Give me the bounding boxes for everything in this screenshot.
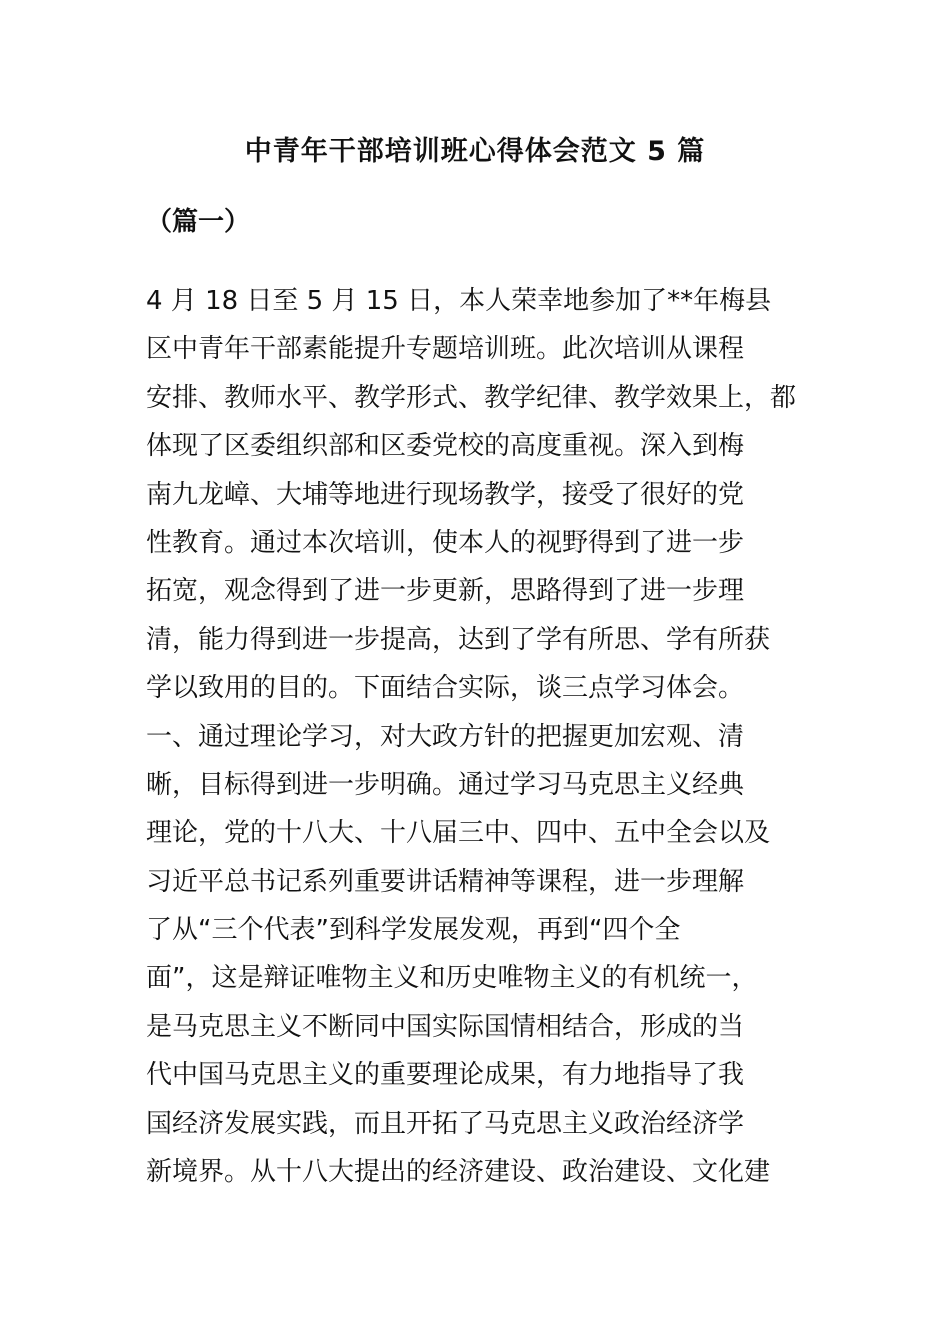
body-line: 代中国马克思主义的重要理论成果，有力地指导了我 [146,1060,745,1091]
body-line: 面”，这是辩证唯物主义和历史唯物主义的有机统一， [146,963,758,994]
body-line: 一、通过理论学习，对大政方针的把握更加宏观、清 [146,721,745,752]
body-line: 是马克思主义不断同中国实际国情相结合，形成的当 [146,1011,745,1042]
body-line: 了从“三个代表”到科学发展发观，再到“四个全 [146,915,681,946]
body-text [146,277,810,1196]
section-label: （篇一） [146,207,251,237]
document-title: 中青年干部培训班心得体会范文 5 篇 [244,136,706,167]
body-line: 拓宽，观念得到了进一步更新，思路得到了进一步理 [146,576,745,607]
body-line: 体现了区委组织部和区委党校的高度重视。深入到梅 [146,431,745,462]
body-line: 性教育。通过本次培训，使本人的视野得到了进一步 [146,527,745,558]
body-line: 理论，党的十八大、十八届三中、四中、五中全会以及 [146,818,771,849]
body-line: 新境界。从十八大提出的经济建设、政治建设、文化建 [146,1157,771,1188]
body-line: 学以致用的目的。下面结合实际，谈三点学习体会。 [146,673,745,704]
body-line: 安排、教师水平、教学形式、教学纪律、教学效果上，都 [146,382,797,413]
body-line: 国经济发展实践，而且开拓了马克思主义政治经济学 [146,1108,745,1139]
body-line: 习近平总书记系列重要讲话精神等课程，进一步理解 [146,866,745,897]
body-line: 南九龙嶂、大埔等地进行现场教学，接受了很好的党 [146,479,745,510]
body-line: 区中青年干部素能提升专题培训班。此次培训从课程 [146,334,745,365]
body-line: 清，能力得到进一步提高，达到了学有所思、学有所获 [146,624,771,655]
body-line: 晰，目标得到进一步明确。通过学习马克思主义经典 [146,769,745,800]
body-line: 4 月 18 日至 5 月 15 日，本人荣幸地参加了**年梅县 [146,286,772,316]
